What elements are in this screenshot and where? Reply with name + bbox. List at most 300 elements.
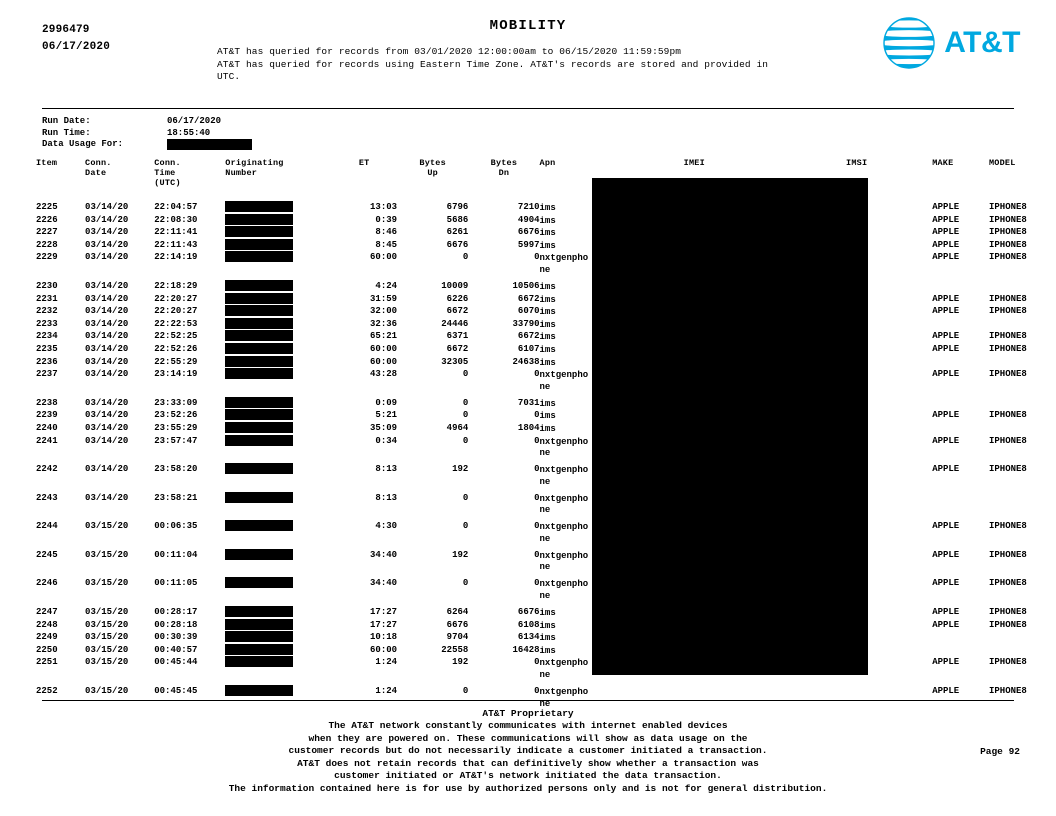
cell-model: IPHONE8 [989,521,1027,532]
cell-et: 65:21 [370,331,398,342]
cell-conn_date: 03/14/20 [85,343,129,354]
cell-item: 2245 [36,549,58,560]
cell-make [932,493,989,516]
cell-make [932,281,989,294]
cell-model: IPHONE8 [989,239,1027,250]
cell-et: 60:00 [370,644,398,655]
cell-originating-number-redacted [225,369,331,392]
cell-bytes_up: 6676 [446,619,469,630]
cell-conn_time: 22:52:25 [154,331,198,342]
column-header-bytes-up: Bytes Up [419,158,446,178]
table-row [36,357,1056,370]
column-header-conn-time: Conn. Time (UTC) [154,158,181,188]
cell-conn_date: 03/14/20 [85,239,129,250]
redaction-bar [225,463,293,474]
cell-model [989,281,1056,294]
cell-bytes_up: 192 [452,549,469,560]
cell-et: 60:00 [370,252,398,263]
cell-conn_time: 00:11:05 [154,578,198,589]
cell-bytes_dn: 10506 [512,280,540,291]
cell-bytes_up: 192 [452,464,469,475]
run-time-label: Run Time: [42,127,91,138]
table-row [36,645,1056,658]
table-row [36,306,1056,319]
cell-make: APPLE [932,331,960,342]
cell-bytes_dn: 0 [534,492,540,503]
column-header-conn-date: Conn. Date [85,158,112,178]
cell-bytes_dn: 0 [534,369,540,380]
redaction-bar [225,631,293,642]
cell-apn: ims [539,319,556,330]
column-header-item: Item [36,158,58,168]
footer-line-6: customer initiated or AT&T's network initiated the data transaction. [334,770,722,782]
cell-conn_date: 03/14/20 [85,306,129,317]
cell-apn: ims [539,398,556,409]
table-row [36,423,1056,436]
page-number: Page 92 [980,746,1020,757]
cell-make: APPLE [932,435,960,446]
cell-conn_date: 03/14/20 [85,331,129,342]
cell-make: APPLE [932,239,960,250]
table-row [36,369,1056,392]
cell-model: IPHONE8 [989,214,1027,225]
cell-make: APPLE [932,369,960,380]
cell-conn_date: 03/15/20 [85,632,129,643]
data-usage-label: Data Usage For: [42,139,124,149]
cell-et: 60:00 [370,343,398,354]
att-globe-icon [882,16,936,70]
cell-item: 2235 [36,343,58,354]
cell-apn: ims [539,645,556,656]
table-row [36,521,1056,544]
redaction-bar [225,397,293,408]
cell-et: 32:36 [370,318,398,329]
cell-conn_date: 03/15/20 [85,619,129,630]
cell-conn_time: 23:33:09 [154,397,198,408]
table-row [36,550,1056,573]
cell-apn: ims [539,344,556,355]
cell-conn_time: 00:45:44 [154,657,198,668]
cell-model: IPHONE8 [989,252,1027,263]
run-date-row [42,116,252,128]
cell-model [989,645,1056,658]
cell-item: 2239 [36,410,58,421]
cell-et: 60:00 [370,356,398,367]
query-note-line-2: AT&T has queried for records using Eastern Time Zone. AT&T's records are stored and provided in [217,58,769,70]
cell-make: APPLE [932,521,960,532]
cell-apn: ims [539,608,556,619]
cell-item: 2250 [36,644,58,655]
cell-conn_time: 00:40:57 [154,644,198,655]
cell-make [932,632,989,645]
redaction-block-imei-imsi [592,178,868,675]
cell-conn_time: 23:57:47 [154,435,198,446]
redaction-bar [225,685,293,696]
cell-make: APPLE [932,306,960,317]
cell-conn_time: 22:14:19 [154,252,198,263]
table-row [36,620,1056,633]
cell-model: IPHONE8 [989,343,1027,354]
cell-make: APPLE [932,214,960,225]
cell-apn: nxtgenpho ne [539,687,589,709]
cell-item: 2232 [36,306,58,317]
cell-make: APPLE [932,227,960,238]
cell-et: 0:09 [375,397,398,408]
cell-imei-redacted [607,686,781,709]
data-usage-row [42,139,252,151]
redaction-bar [225,201,293,212]
cell-conn_time: 00:28:17 [154,607,198,618]
cell-item: 2248 [36,619,58,630]
redaction-bar [225,492,293,503]
cell-conn_time: 22:08:30 [154,214,198,225]
cell-apn: nxtgenpho ne [539,370,589,392]
data-usage-table [36,158,1056,715]
cell-item: 2238 [36,397,58,408]
cell-conn_time: 00:06:35 [154,521,198,532]
cell-conn_time: 00:30:39 [154,632,198,643]
cell-bytes_up: 24446 [441,318,469,329]
cell-et: 8:45 [375,239,398,250]
cell-apn: nxtgenpho ne [539,579,589,602]
cell-et: 13:03 [370,202,398,212]
run-time-row [42,128,252,140]
cell-model: IPHONE8 [989,619,1027,630]
cell-apn: nxtgenpho ne [539,658,589,681]
cell-item: 2233 [36,318,58,329]
table-row [36,436,1056,459]
redaction-bar [225,422,293,433]
footer-line-2: The AT&T network constantly communicates with internet enabled devices [328,720,728,732]
cell-conn_time: 22:04:57 [154,202,198,212]
cell-conn_date: 03/14/20 [85,422,129,433]
cell-bytes_up: 192 [452,657,469,668]
redaction-bar [225,435,293,446]
cell-bytes_dn: 5997 [517,239,540,250]
cell-originating-number-redacted [225,550,331,573]
cell-bytes_up: 6371 [446,331,469,342]
cell-item: 2247 [36,607,58,618]
cell-conn_date: 03/14/20 [85,202,129,212]
footer-line-4: customer records but do not necessarily indicate a customer initiated a transaction. [288,745,768,757]
cell-model: IPHONE8 [989,464,1027,475]
cell-conn_date: 03/14/20 [85,356,129,367]
cell-item: 2241 [36,435,58,446]
redaction-bar [225,409,293,420]
cell-make [932,423,989,436]
cell-bytes_up: 5686 [446,214,469,225]
cell-conn_time: 22:20:27 [154,306,198,317]
cell-model: IPHONE8 [989,293,1027,304]
cell-conn_date: 03/15/20 [85,644,129,655]
cell-et: 5:21 [375,410,398,421]
column-header-make: MAKE [932,158,954,168]
cell-apn: ims [539,620,556,631]
distribution-disclaimer: The information contained here is for use by authorized persons only and is not for general distribution. [228,783,828,794]
cell-apn: ims [539,203,556,213]
cell-conn_time: 23:58:21 [154,492,198,503]
cell-bytes_dn: 0 [534,410,540,421]
cell-bytes_up: 0 [462,492,469,503]
cell-conn_time: 23:58:20 [154,464,198,475]
cell-conn_time: 23:55:29 [154,422,198,433]
cell-bytes_dn: 6672 [517,293,540,304]
table-row [36,657,1056,680]
cell-model [989,357,1056,370]
att-wordmark: AT&T [944,26,1020,59]
cell-conn_date: 03/14/20 [85,435,129,446]
cell-conn_date: 03/15/20 [85,686,129,697]
cell-conn_time: 00:45:45 [154,686,198,697]
cell-apn: nxtgenpho ne [539,522,589,544]
redaction-bar [225,305,293,316]
cell-apn: ims [539,332,556,343]
cell-model: IPHONE8 [989,657,1027,668]
cell-apn: ims [539,411,556,422]
cell-item: 2251 [36,657,58,668]
cell-conn_date: 03/14/20 [85,397,129,408]
cell-conn_date: 03/14/20 [85,252,129,263]
cell-originating-number-redacted [225,521,331,544]
cell-imsi-redacted [781,686,932,709]
cell-bytes_up: 6676 [446,239,469,250]
cell-model: IPHONE8 [989,306,1027,317]
footer-notice [0,708,1056,782]
cell-model: IPHONE8 [989,227,1027,238]
column-header-bytes-dn: Bytes Dn [490,158,518,178]
cell-apn: nxtgenpho ne [539,465,589,487]
cell-model [989,632,1056,645]
cell-originating-number-redacted [225,493,331,516]
cell-item: 2231 [36,293,58,304]
table-row [36,202,1056,215]
run-info-block [42,116,252,151]
cell-originating-number-redacted [225,657,331,680]
att-logo [882,16,1020,70]
cell-bytes_up: 6672 [446,306,469,317]
cell-item: 2243 [36,492,58,503]
cell-et: 10:18 [370,632,398,643]
table-row [36,331,1056,344]
cell-et: 0:34 [375,435,398,446]
table-row [36,215,1056,228]
query-note-line-1: AT&T has queried for records from 03/01/2020 12:00:00am to 06/15/2020 11:59:59pm [217,46,682,57]
redaction-bar [225,356,293,367]
cell-bytes_up: 0 [462,686,469,697]
redaction-bar [225,239,293,250]
cell-apn: ims [539,281,556,292]
redaction-bar [225,251,293,262]
cell-apn: ims [539,215,556,226]
run-date-value: 06/17/2020 [167,116,222,126]
cell-conn_time: 22:22:53 [154,318,198,329]
cell-apn: nxtgenpho ne [539,436,589,459]
cell-apn: nxtgenpho ne [539,253,589,275]
redaction-bar [225,577,293,588]
cell-model [989,398,1056,411]
column-header-originating-number: Originating Number [225,158,284,178]
cell-bytes_up: 6261 [446,227,469,238]
cell-bytes_up: 4964 [446,422,469,433]
cell-conn_date: 03/15/20 [85,549,129,560]
table-row [36,398,1056,411]
cell-item: 2242 [36,464,58,475]
cell-model: IPHONE8 [989,578,1027,589]
footer-line-1: AT&T Proprietary [482,708,574,719]
cell-item: 2226 [36,214,58,225]
cell-et: 34:40 [370,549,398,560]
cell-et: 1:24 [375,657,398,668]
redaction-bar [225,343,293,354]
cell-model: IPHONE8 [989,369,1027,380]
cell-et: 8:13 [375,492,398,503]
cell-model: IPHONE8 [989,410,1027,421]
table-row [36,227,1056,240]
cell-bytes_dn: 0 [534,578,540,589]
cell-conn_date: 03/14/20 [85,293,129,304]
cell-make: APPLE [932,464,960,475]
cell-originating-number-redacted [225,686,331,709]
cell-apn: ims [539,633,556,644]
cell-model: IPHONE8 [989,549,1027,560]
cell-bytes_up: 22558 [441,644,469,655]
cell-make: APPLE [932,619,960,630]
cell-conn_date: 03/14/20 [85,214,129,225]
cell-make: APPLE [932,343,960,354]
table-row [36,410,1056,423]
table-row [36,319,1056,332]
header-divider [42,108,1014,109]
cell-conn_time: 22:11:43 [154,239,198,250]
cell-et: 17:27 [370,619,398,630]
cell-conn_time: 23:52:26 [154,410,198,421]
cell-et: 35:09 [370,422,398,433]
cell-apn: ims [539,240,556,251]
run-time-value: 18:55:40 [167,127,211,138]
cell-bytes_up: 0 [462,521,469,532]
column-header-imei: IMEI [683,158,705,168]
cell-apn: nxtgenpho ne [539,493,589,516]
cell-bytes_dn: 6672 [517,331,540,342]
cell-item: 2230 [36,280,58,291]
cell-et: 4:24 [375,280,398,291]
cell-item: 2229 [36,252,58,263]
redaction-bar [225,520,293,531]
cell-bytes_dn: 6108 [517,619,540,630]
cell-et: 0:39 [375,214,398,225]
cell-bytes_dn: 0 [534,464,540,475]
table-row [36,252,1056,275]
column-header-imsi: IMSI [846,158,868,168]
cell-conn_date: 03/14/20 [85,464,129,475]
cell-conn_date: 03/15/20 [85,607,129,618]
table-row [36,607,1056,620]
cell-originating-number-redacted [225,578,331,601]
cell-bytes_dn: 6676 [517,227,540,238]
cell-conn_date: 03/14/20 [85,410,129,421]
column-header-apn: Apn [539,158,556,168]
reference-number: 2996479 [42,24,90,36]
cell-make [932,645,989,658]
cell-item: 2225 [36,202,58,212]
table-row [36,240,1056,253]
cell-item: 2244 [36,521,58,532]
cell-item: 2246 [36,578,58,589]
cell-bytes_up: 0 [462,435,469,446]
cell-bytes_dn: 6134 [517,632,540,643]
query-note-line-3: UTC. [217,71,241,83]
reference-date: 06/17/2020 [42,41,111,53]
redaction-bar [225,606,293,617]
cell-apn: ims [539,307,556,318]
cell-bytes_dn: 0 [534,435,540,446]
cell-bytes_dn: 0 [534,521,540,532]
cell-bytes_dn: 1804 [517,422,540,433]
cell-bytes_up: 0 [462,410,469,421]
run-date-label: Run Date: [42,116,91,126]
cell-bytes_dn: 4904 [517,214,540,225]
redaction-bar [225,293,293,304]
cell-make [932,398,989,411]
cell-conn_time: 00:28:18 [154,619,198,630]
table-row [36,464,1056,487]
cell-make [932,357,989,370]
table-row [36,578,1056,601]
cell-bytes_dn: 0 [534,549,540,560]
redaction-bar [225,318,293,329]
table-row [36,686,1056,709]
cell-apn: nxtgenpho ne [539,550,589,573]
cell-make: APPLE [932,252,960,263]
cell-conn_time: 22:52:26 [154,343,198,354]
cell-bytes_dn: 6676 [517,607,540,618]
header-query-note [217,46,857,84]
redaction-bar [225,330,293,341]
table-row [36,632,1056,645]
cell-model [989,319,1056,332]
cell-conn_date: 03/14/20 [85,369,129,380]
cell-conn_time: 22:18:29 [154,280,198,291]
cell-et: 8:13 [375,464,398,475]
cell-bytes_up: 0 [462,369,469,380]
cell-conn_date: 03/14/20 [85,227,129,238]
cell-apn: ims [539,357,556,368]
redaction-bar [225,226,293,237]
footer-line-3: when they are powered on. These communications will show as data usage on the [308,732,748,744]
cell-bytes_dn: 6070 [517,306,540,317]
table-row [36,281,1056,294]
cell-et: 1:24 [375,686,398,697]
cell-model: IPHONE8 [989,202,1027,212]
cell-bytes_dn: 0 [534,686,540,697]
cell-conn_date: 03/15/20 [85,578,129,589]
cell-model: IPHONE8 [989,435,1027,446]
cell-bytes_dn: 24638 [512,356,540,367]
cell-originating-number-redacted [225,464,331,487]
cell-item: 2252 [36,686,58,697]
cell-conn_time: 23:14:19 [154,369,198,380]
redaction-bar [225,656,293,667]
cell-make: APPLE [932,549,960,560]
cell-conn_time: 22:11:41 [154,227,198,238]
column-header-et: ET [358,158,370,168]
footer-line-5: AT&T does not retain records that can definitively show whether a transaction was [297,757,759,769]
cell-make: APPLE [932,410,960,421]
redaction-bar [225,644,293,655]
cell-bytes_up: 6226 [446,293,469,304]
cell-make: APPLE [932,686,960,697]
cell-et: 32:00 [370,306,398,317]
